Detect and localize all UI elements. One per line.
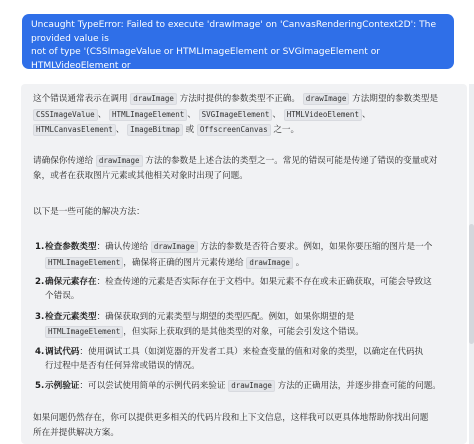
inline-code: SVGImageElement — [199, 109, 273, 121]
solution-4-line-1 — [35, 346, 423, 359]
list-number: 1. — [35, 242, 45, 252]
inline-code: drawImage — [151, 241, 198, 253]
text: 、 — [187, 110, 196, 120]
solution-title: 检查参数类型 — [45, 242, 97, 252]
list-number: 3. — [35, 312, 45, 322]
text: 个错误。 — [45, 291, 80, 301]
intro-line-3 — [33, 124, 299, 137]
inline-code: HTMLVideoElement — [284, 109, 362, 121]
inline-code: ImageBitmap — [127, 124, 183, 136]
inline-code: OffscreenCanvas — [197, 124, 271, 136]
user-message-line: HTMLCanvasElement or ImageBitmap or OffscreenCanvas)' — [31, 74, 302, 84]
solution-title: 检查元素类型 — [45, 312, 97, 322]
text: 、 — [272, 110, 281, 120]
text: 方法时提供的参数类型不正确。 — [179, 94, 300, 104]
text: 、 — [115, 125, 125, 135]
solution-2-line-2 — [45, 290, 79, 303]
solution-1-line-2 — [45, 257, 304, 270]
text: ：确保获取到的元素类型与期望的类型匹配。例如，如果你期望的是 — [96, 312, 355, 322]
text: 行过程中是否有任何异常或错误的情况。 — [45, 361, 200, 371]
list-number: 4. — [35, 347, 45, 357]
closing-line-1: 如果问题仍然存在，你可以提供更多相关的代码片段和上下文信息，这样我可以更具体地帮助你找出问题 — [33, 413, 429, 423]
inline-code: HTMLImageElement — [45, 326, 123, 338]
inline-code: CSSImageValue — [33, 109, 98, 121]
inline-code: drawImage — [130, 93, 177, 105]
solution-5-line-1 — [35, 380, 441, 393]
solutions-heading: 以下是一些可能的解决方法： — [33, 207, 145, 217]
para2-line-2 — [33, 170, 248, 183]
inline-code: HTMLImageElement — [45, 257, 123, 269]
intro-line-2 — [33, 109, 371, 122]
user-message-bubble — [22, 14, 454, 84]
text: 。 — [295, 258, 305, 268]
user-message-line: Uncaught TypeError: Failed to execute 'drawImage' on 'CanvasRenderingContext2D': The provided value is — [31, 20, 437, 44]
text: 或 — [185, 125, 195, 135]
para2-line-1 — [33, 155, 437, 168]
text: ：可以尝试使用简单的示例代码来验证 — [79, 381, 226, 391]
solution-3-line-1 — [35, 311, 354, 324]
inline-code: drawImage — [246, 257, 293, 269]
solution-4-line-2 — [45, 360, 200, 373]
text: 这个错误通常表示在调用 — [33, 94, 128, 104]
assistant-reply — [21, 84, 467, 444]
text: 象，或者在获取图片元素或其他相关对象时出现了问题。 — [33, 171, 248, 181]
text: 方法的参数是否符合要求。例如，如果你要压缩的图片是一个 — [200, 242, 433, 252]
user-message-line: not of type '(CSSImageValue or HTMLImageElement or SVGImageElement or HTMLVideoElement or — [31, 47, 381, 71]
inline-code: HTMLCanvasElement — [33, 124, 116, 136]
scrollbar[interactable] — [469, 84, 474, 444]
solution-title: 调试代码 — [45, 347, 80, 357]
text: 方法期望的参数类型是 — [352, 94, 439, 104]
text: ，确保将正确的图片元素传递给 — [123, 258, 244, 268]
list-number: 5. — [35, 381, 45, 391]
text: 之一。 — [273, 125, 300, 135]
solution-1-line-1 — [35, 241, 432, 254]
text: 方法的参数是上述合法的类型之一。常见的错误可能是传递了错误的变量或对 — [145, 156, 438, 166]
solution-3-line-2 — [45, 326, 364, 339]
solution-title: 示例验证 — [45, 381, 80, 391]
text: 、 — [97, 110, 107, 120]
scrollbar-thumb[interactable] — [469, 224, 474, 344]
intro-line-1 — [33, 93, 438, 106]
text: ，但实际上获取到的是其他类型的对象，可能会引发这个错误。 — [123, 327, 364, 337]
solution-2-line-1 — [35, 276, 432, 289]
text: ：确认传递给 — [96, 242, 149, 252]
inline-code: drawImage — [228, 380, 275, 392]
inline-code: drawImage — [303, 93, 350, 105]
inline-code: HTMLImageElement — [109, 109, 187, 121]
text: 请确保你传递给 — [33, 156, 94, 166]
inline-code: drawImage — [96, 155, 143, 167]
text: 、 — [361, 110, 371, 120]
text: 方法的正确用法，并逐步排查可能的问题。 — [277, 381, 441, 391]
solution-title: 确保元素存在 — [45, 277, 97, 287]
text: ：使用调试工具（如浏览器的开发者工具）来检查变量的值和对象的类型，以确定在代码执 — [79, 347, 424, 357]
list-number: 2. — [35, 277, 45, 287]
closing-line-2: 所在并提供解决方案。 — [33, 428, 119, 438]
text: ：检查传递的元素是否实际存在于文档中。如果元素不存在或未正确获取，可能会导致这 — [96, 277, 432, 287]
